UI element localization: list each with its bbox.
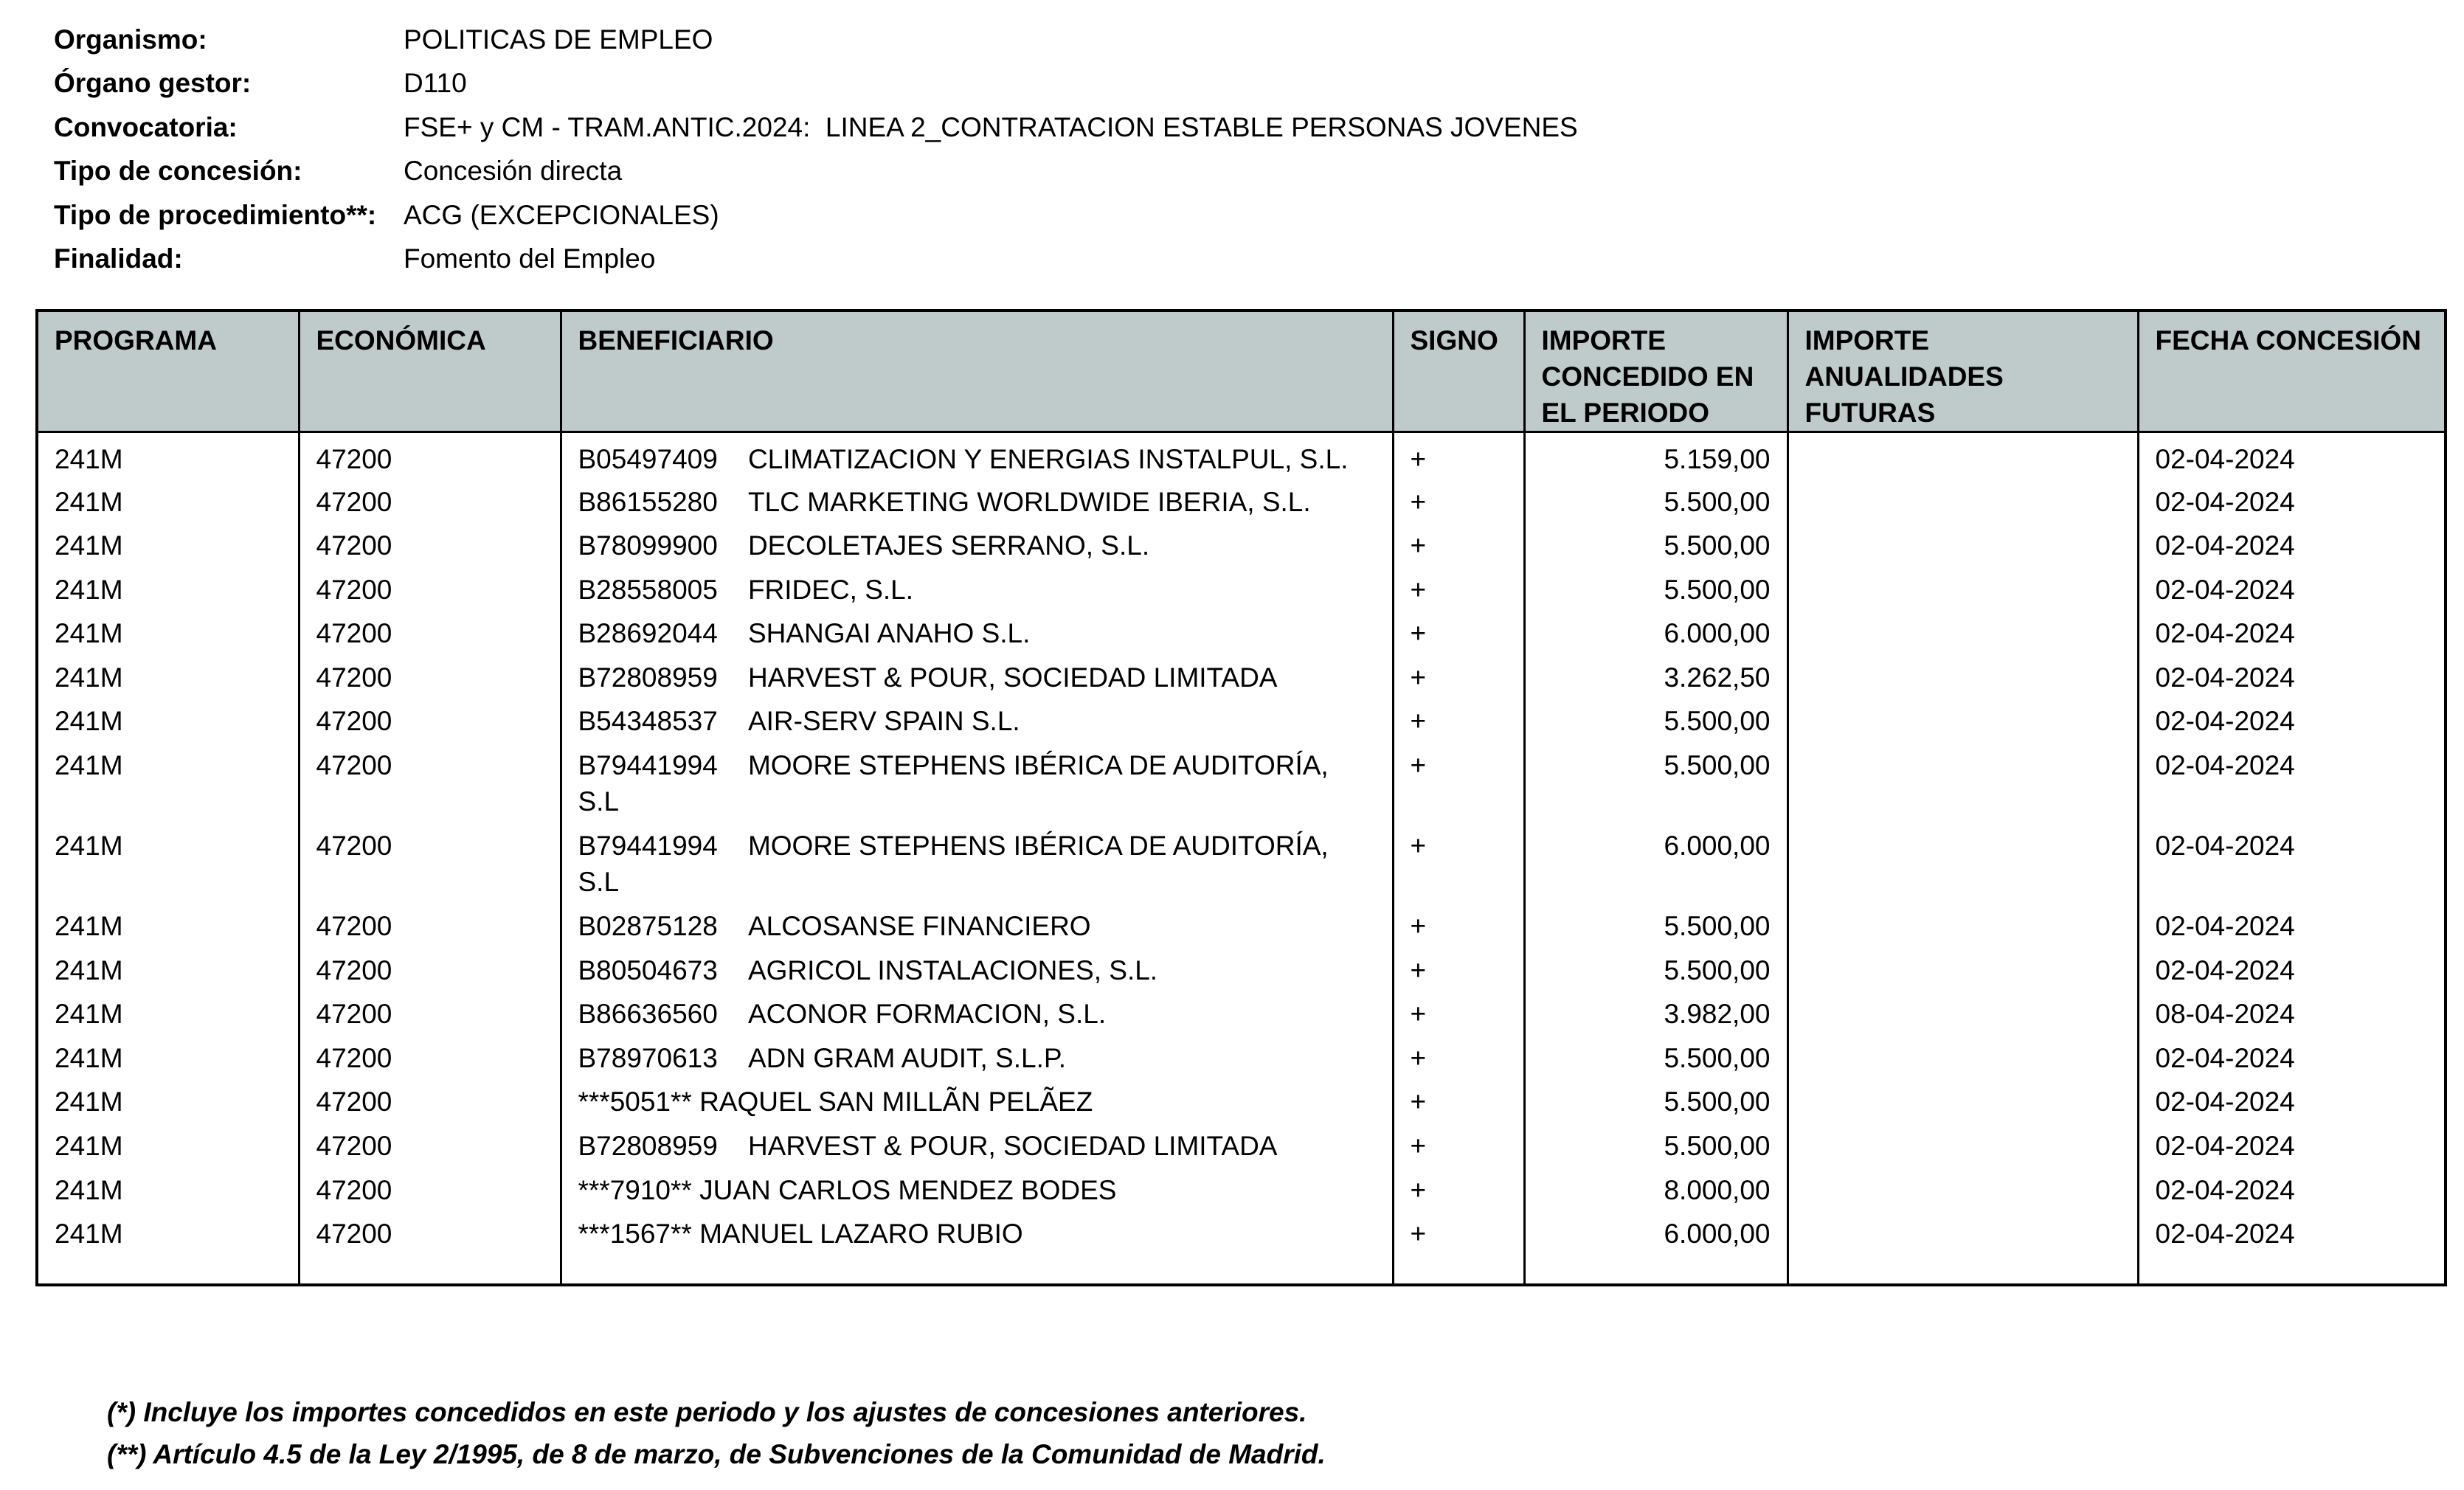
header-beneficiario: BENEFICIARIO <box>561 311 1393 432</box>
cell-signo: + <box>1393 828 1524 908</box>
cell-economica: 47200 <box>299 996 561 1040</box>
table-row <box>37 1128 2446 1172</box>
cell-economica: 47200 <box>299 828 561 908</box>
cell-economica: 47200 <box>299 703 561 747</box>
cell-importe: 5.500,00 <box>1524 1084 1788 1128</box>
cell-anualidades-futuras <box>1788 952 2138 997</box>
cell-fecha: 02-04-2024 <box>2138 952 2446 997</box>
cell-signo: + <box>1393 659 1524 704</box>
beneficiary-id: B86155280 <box>578 486 718 517</box>
cell-importe: 5.159,00 <box>1524 432 1788 484</box>
cell-importe: 5.500,00 <box>1524 952 1788 997</box>
cell-programa: 241M <box>37 659 299 704</box>
cell-anualidades-futuras <box>1788 432 2138 484</box>
table-row <box>37 747 2446 828</box>
beneficiary-name: DECOLETAJES SERRANO, S.L. <box>747 530 1150 561</box>
cell-beneficiario <box>561 952 1393 997</box>
cell-anualidades-futuras <box>1788 615 2138 659</box>
cell-programa: 241M <box>37 572 299 616</box>
beneficiary-name: MOORE STEPHENS IBÉRICA DE AUDITORÍA, S.L <box>578 831 1329 898</box>
meta-value: FSE+ y CM - TRAM.ANTIC.2024: LINEA 2_CONTRATACION ESTABLE PERSONAS JOVENES <box>404 111 1578 142</box>
table-row <box>37 952 2446 997</box>
beneficiary-id: ***7910** <box>578 1174 692 1205</box>
meta-label: Convocatoria: <box>54 111 238 142</box>
cell-anualidades-futuras <box>1788 908 2138 952</box>
document-header <box>54 18 2341 281</box>
beneficiary-id: ***1567** <box>578 1219 692 1250</box>
beneficiary-name: ALCOSANSE FINANCIERO <box>747 911 1091 942</box>
cell-beneficiario <box>561 615 1393 659</box>
cell-beneficiario <box>561 659 1393 704</box>
cell-fecha: 02-04-2024 <box>2138 527 2446 572</box>
cell-anualidades-futuras <box>1788 747 2138 828</box>
beneficiary-name: HARVEST & POUR, SOCIEDAD LIMITADA <box>747 662 1278 693</box>
meta-row-organismo <box>54 18 2341 62</box>
cell-importe: 5.500,00 <box>1524 703 1788 747</box>
cell-signo: + <box>1393 1084 1524 1128</box>
cell-beneficiario <box>561 908 1393 952</box>
cell-signo: + <box>1393 996 1524 1040</box>
table-row <box>37 615 2446 659</box>
meta-row-finalidad <box>54 238 2341 282</box>
meta-label: Tipo de concesión: <box>54 156 302 187</box>
cell-fecha: 02-04-2024 <box>2138 659 2446 704</box>
table-row <box>37 996 2446 1040</box>
meta-value: POLITICAS DE EMPLEO <box>404 24 713 55</box>
cell-signo: + <box>1393 1216 1524 1260</box>
table-row <box>37 527 2446 572</box>
beneficiary-name: MANUEL LAZARO RUBIO <box>699 1219 1023 1250</box>
cell-importe: 5.500,00 <box>1524 1040 1788 1084</box>
footnote-2: (**) Artículo 4.5 de la Ley 2/1995, de 8 de marzo, de Subvenciones de la Comunidad de Madrid. <box>107 1439 1326 1469</box>
cell-fecha: 02-04-2024 <box>2138 484 2446 528</box>
beneficiary-name: FRIDEC, S.L. <box>747 574 914 605</box>
beneficiary-id: B80504673 <box>578 954 718 985</box>
cell-importe: 5.500,00 <box>1524 484 1788 528</box>
cell-economica: 47200 <box>299 1216 561 1260</box>
beneficiary-name: CLIMATIZACION Y ENERGIAS INSTALPUL, S.L. <box>747 444 1349 474</box>
meta-value: Fomento del Empleo <box>404 243 656 274</box>
cell-anualidades-futuras <box>1788 1216 2138 1260</box>
cell-fecha: 02-04-2024 <box>2138 1128 2446 1172</box>
cell-economica: 47200 <box>299 1040 561 1084</box>
beneficiary-name: MOORE STEPHENS IBÉRICA DE AUDITORÍA, S.L <box>578 750 1329 817</box>
cell-anualidades-futuras <box>1788 572 2138 616</box>
cell-fecha: 02-04-2024 <box>2138 908 2446 952</box>
cell-fecha: 02-04-2024 <box>2138 1084 2446 1128</box>
cell-economica: 47200 <box>299 1084 561 1128</box>
table-row <box>37 828 2446 908</box>
cell-anualidades-futuras <box>1788 1040 2138 1084</box>
cell-fecha: 02-04-2024 <box>2138 1040 2446 1084</box>
beneficiary-id: B54348537 <box>578 706 718 737</box>
cell-signo: + <box>1393 952 1524 997</box>
beneficiary-name: AGRICOL INSTALACIONES, S.L. <box>747 954 1158 985</box>
cell-economica: 47200 <box>299 1128 561 1172</box>
empty-cell <box>561 1260 1393 1285</box>
beneficiary-name: SHANGAI ANAHO S.L. <box>747 618 1031 649</box>
cell-programa: 241M <box>37 432 299 484</box>
cell-economica: 47200 <box>299 527 561 572</box>
beneficiary-name: ADN GRAM AUDIT, S.L.P. <box>747 1042 1067 1073</box>
cell-programa: 241M <box>37 1084 299 1128</box>
cell-beneficiario <box>561 703 1393 747</box>
cell-economica: 47200 <box>299 747 561 828</box>
cell-importe: 3.262,50 <box>1524 659 1788 704</box>
empty-cell <box>2138 1260 2446 1285</box>
beneficiary-id: B78970613 <box>578 1042 718 1073</box>
table-row <box>37 1040 2446 1084</box>
beneficiary-name: JUAN CARLOS MENDEZ BODES <box>699 1174 1117 1205</box>
table-row <box>37 572 2446 616</box>
cell-signo: + <box>1393 484 1524 528</box>
header-importe-concedido: IMPORTE CONCEDIDO EN EL PERIODO <box>1524 311 1788 432</box>
cell-fecha: 02-04-2024 <box>2138 615 2446 659</box>
table-row <box>37 703 2446 747</box>
meta-value: Concesión directa <box>404 156 623 187</box>
cell-beneficiario <box>561 996 1393 1040</box>
cell-beneficiario <box>561 432 1393 484</box>
meta-row-tipo-concesion <box>54 150 2341 194</box>
cell-economica: 47200 <box>299 432 561 484</box>
cell-economica: 47200 <box>299 615 561 659</box>
beneficiary-id: B78099900 <box>578 530 718 561</box>
cell-programa: 241M <box>37 1128 299 1172</box>
cell-programa: 241M <box>37 484 299 528</box>
cell-programa: 241M <box>37 1040 299 1084</box>
header-programa: PROGRAMA <box>37 311 299 432</box>
cell-fecha: 08-04-2024 <box>2138 996 2446 1040</box>
cell-importe: 5.500,00 <box>1524 572 1788 616</box>
cell-beneficiario <box>561 484 1393 528</box>
cell-fecha: 02-04-2024 <box>2138 1172 2446 1216</box>
cell-signo: + <box>1393 572 1524 616</box>
cell-signo: + <box>1393 1040 1524 1084</box>
cell-programa: 241M <box>37 952 299 997</box>
cell-programa: 241M <box>37 703 299 747</box>
cell-importe: 5.500,00 <box>1524 747 1788 828</box>
cell-beneficiario <box>561 1128 1393 1172</box>
table-row <box>37 659 2446 704</box>
cell-fecha: 02-04-2024 <box>2138 747 2446 828</box>
meta-label: Finalidad: <box>54 243 183 274</box>
cell-importe: 3.982,00 <box>1524 996 1788 1040</box>
cell-programa: 241M <box>37 527 299 572</box>
beneficiary-id: B28558005 <box>578 574 718 605</box>
grants-table <box>35 309 2447 1286</box>
empty-cell <box>37 1260 299 1285</box>
cell-anualidades-futuras <box>1788 703 2138 747</box>
table-row <box>37 484 2446 528</box>
cell-anualidades-futuras <box>1788 484 2138 528</box>
cell-anualidades-futuras <box>1788 659 2138 704</box>
cell-importe: 5.500,00 <box>1524 908 1788 952</box>
cell-signo: + <box>1393 1172 1524 1216</box>
cell-anualidades-futuras <box>1788 996 2138 1040</box>
footnote-1: (*) Incluye los importes concedidos en este periodo y los ajustes de concesiones anteriores. <box>107 1397 1307 1427</box>
cell-programa: 241M <box>37 996 299 1040</box>
table-header-row <box>37 311 2446 432</box>
cell-beneficiario <box>561 1084 1393 1128</box>
meta-row-organo-gestor <box>54 62 2341 106</box>
meta-row-convocatoria <box>54 105 2341 150</box>
cell-economica: 47200 <box>299 572 561 616</box>
cell-fecha: 02-04-2024 <box>2138 828 2446 908</box>
table-body <box>37 432 2446 1286</box>
meta-label: Órgano gestor: <box>54 68 252 99</box>
header-fecha-concesion: FECHA CONCESIÓN <box>2138 311 2446 432</box>
cell-signo: + <box>1393 747 1524 828</box>
cell-importe: 6.000,00 <box>1524 1216 1788 1260</box>
cell-programa: 241M <box>37 1172 299 1216</box>
cell-beneficiario <box>561 572 1393 616</box>
cell-signo: + <box>1393 1128 1524 1172</box>
header-economica: ECONÓMICA <box>299 311 561 432</box>
cell-economica: 47200 <box>299 484 561 528</box>
beneficiary-id: B72808959 <box>578 1131 718 1162</box>
header-signo: SIGNO <box>1393 311 1524 432</box>
table-row <box>37 1172 2446 1216</box>
table-row <box>37 1216 2446 1260</box>
beneficiary-name: ACONOR FORMACION, S.L. <box>747 999 1107 1030</box>
cell-signo: + <box>1393 615 1524 659</box>
beneficiary-id: B79441994 <box>578 831 718 862</box>
table-filler-row <box>37 1260 2446 1285</box>
cell-anualidades-futuras <box>1788 1172 2138 1216</box>
cell-beneficiario <box>561 747 1393 828</box>
cell-programa: 241M <box>37 908 299 952</box>
beneficiary-name: TLC MARKETING WORLDWIDE IBERIA, S.L. <box>747 486 1311 517</box>
cell-importe: 6.000,00 <box>1524 828 1788 908</box>
beneficiary-id: B79441994 <box>578 750 718 781</box>
cell-beneficiario <box>561 828 1393 908</box>
cell-economica: 47200 <box>299 659 561 704</box>
footnotes <box>107 1391 1326 1475</box>
empty-cell <box>1393 1260 1524 1285</box>
beneficiary-id: B05497409 <box>578 444 718 474</box>
beneficiary-id: ***5051** <box>578 1087 692 1118</box>
cell-economica: 47200 <box>299 952 561 997</box>
beneficiary-id: B86636560 <box>578 999 718 1030</box>
cell-importe: 8.000,00 <box>1524 1172 1788 1216</box>
cell-anualidades-futuras <box>1788 527 2138 572</box>
cell-anualidades-futuras <box>1788 1084 2138 1128</box>
cell-signo: + <box>1393 527 1524 572</box>
empty-cell <box>299 1260 561 1285</box>
cell-fecha: 02-04-2024 <box>2138 703 2446 747</box>
beneficiary-name: AIR-SERV SPAIN S.L. <box>747 706 1020 737</box>
cell-importe: 5.500,00 <box>1524 1128 1788 1172</box>
table-row <box>37 432 2446 484</box>
cell-economica: 47200 <box>299 908 561 952</box>
cell-anualidades-futuras <box>1788 1128 2138 1172</box>
cell-fecha: 02-04-2024 <box>2138 1216 2446 1260</box>
beneficiary-id: B72808959 <box>578 662 718 693</box>
empty-cell <box>1524 1260 1788 1285</box>
cell-importe: 5.500,00 <box>1524 527 1788 572</box>
cell-importe: 6.000,00 <box>1524 615 1788 659</box>
cell-fecha: 02-04-2024 <box>2138 432 2446 484</box>
beneficiary-id: B28692044 <box>578 618 718 649</box>
cell-beneficiario <box>561 1040 1393 1084</box>
table-row <box>37 1084 2446 1128</box>
cell-programa: 241M <box>37 1216 299 1260</box>
cell-fecha: 02-04-2024 <box>2138 572 2446 616</box>
cell-beneficiario <box>561 1216 1393 1260</box>
cell-signo: + <box>1393 703 1524 747</box>
cell-anualidades-futuras <box>1788 828 2138 908</box>
cell-beneficiario <box>561 1172 1393 1216</box>
cell-economica: 47200 <box>299 1172 561 1216</box>
cell-signo: + <box>1393 432 1524 484</box>
beneficiary-name: HARVEST & POUR, SOCIEDAD LIMITADA <box>747 1131 1278 1162</box>
header-importe-anualidades: IMPORTE ANUALIDADES FUTURAS <box>1788 311 2138 432</box>
cell-programa: 241M <box>37 747 299 828</box>
cell-beneficiario <box>561 527 1393 572</box>
empty-cell <box>1788 1260 2138 1285</box>
meta-label: Organismo: <box>54 24 207 55</box>
beneficiary-name: RAQUEL SAN MILLÃN PELÃEZ <box>699 1087 1093 1118</box>
table-row <box>37 908 2446 952</box>
meta-value: D110 <box>404 68 467 99</box>
cell-signo: + <box>1393 908 1524 952</box>
beneficiary-id: B02875128 <box>578 911 718 942</box>
cell-programa: 241M <box>37 828 299 908</box>
cell-programa: 241M <box>37 615 299 659</box>
meta-row-tipo-procedimiento <box>54 193 2341 238</box>
meta-value: ACG (EXCEPCIONALES) <box>404 199 719 230</box>
meta-label: Tipo de procedimiento**: <box>54 199 377 230</box>
